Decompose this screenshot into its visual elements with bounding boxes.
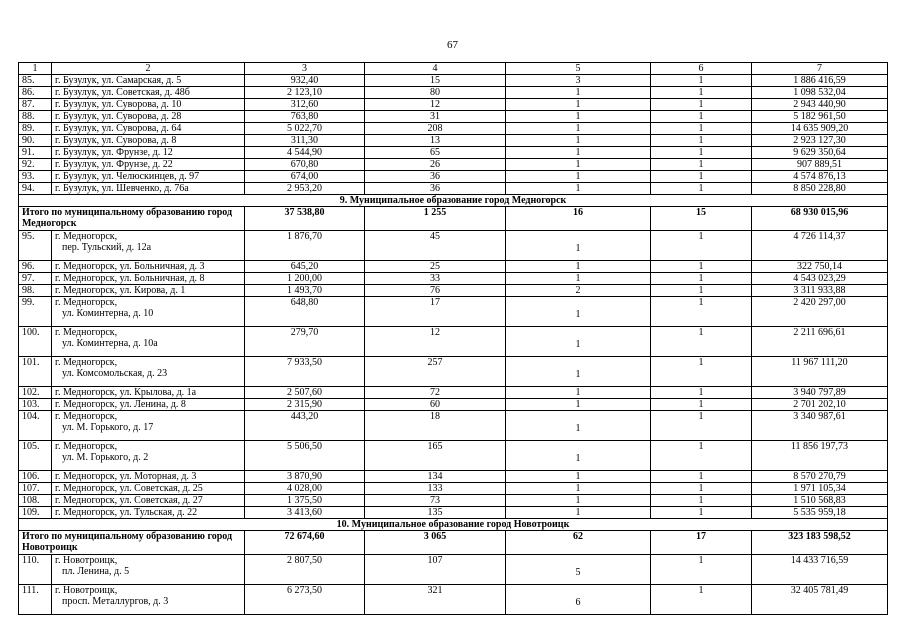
cell-c4: 13 — [365, 135, 506, 147]
cell-c5: 1 — [506, 387, 651, 399]
cell-c7: 14 433 716,59 — [752, 555, 888, 585]
cell-c7: 1 971 105,34 — [752, 483, 888, 495]
table-row — [19, 135, 888, 147]
total-row — [19, 531, 888, 555]
cell-c6: 1 — [651, 273, 752, 285]
cell-c5: 1 — [506, 111, 651, 123]
cell-c5: 1 — [506, 471, 651, 483]
cell-c3: 670,80 — [245, 159, 365, 171]
cell-c3: 645,20 — [245, 261, 365, 273]
address-cell — [52, 159, 245, 171]
cell-c5: 1 — [506, 357, 651, 387]
table-row — [19, 159, 888, 171]
cell-c3: 2 953,20 — [245, 183, 365, 195]
row-number: 111. — [19, 585, 52, 615]
row-number: 103. — [19, 399, 52, 411]
cell-c5: 1 — [506, 261, 651, 273]
row-number: 105. — [19, 441, 52, 471]
section-header-row — [19, 519, 888, 531]
table-row — [19, 441, 888, 471]
address-cell — [52, 327, 245, 357]
row-number: 95. — [19, 231, 52, 261]
cell-c3: 1 200,00 — [245, 273, 365, 285]
cell-c5: 2 — [506, 285, 651, 297]
table-row — [19, 99, 888, 111]
total-cell-c4: 1 255 — [365, 207, 506, 231]
section-title: 9. Муниципальное образование город Медногорск — [19, 195, 888, 207]
cell-c4: 45 — [365, 231, 506, 261]
address-cell — [52, 495, 245, 507]
cell-c5: 1 — [506, 273, 651, 285]
row-number: 97. — [19, 273, 52, 285]
table-row — [19, 123, 888, 135]
row-number: 94. — [19, 183, 52, 195]
cell-c4: 18 — [365, 411, 506, 441]
cell-c5: 1 — [506, 441, 651, 471]
address-cell — [52, 261, 245, 273]
cell-c7: 1 098 532,04 — [752, 87, 888, 99]
address-line: г. Бузулук, ул. Самарская, д. 5 — [55, 75, 182, 86]
cell-c5: 1 — [506, 183, 651, 195]
cell-c4: 72 — [365, 387, 506, 399]
address-line: ул. Коминтерна, д. 10а — [62, 338, 158, 349]
cell-c5: 1 — [506, 483, 651, 495]
column-header: 5 — [506, 63, 651, 75]
cell-c6: 1 — [651, 183, 752, 195]
cell-c6: 1 — [651, 159, 752, 171]
table-row — [19, 285, 888, 297]
column-header: 4 — [365, 63, 506, 75]
address-cell — [52, 441, 245, 471]
cell-c7: 4 574 876,13 — [752, 171, 888, 183]
table-row — [19, 297, 888, 327]
cell-c6: 1 — [651, 387, 752, 399]
column-number-row — [19, 63, 888, 75]
row-number: 108. — [19, 495, 52, 507]
cell-c3: 2 507,60 — [245, 387, 365, 399]
total-cell-c5: 62 — [506, 531, 651, 555]
address-line: г. Бузулук, ул. Челюскинцев, д. 97 — [55, 171, 200, 182]
cell-c5: 1 — [506, 87, 651, 99]
cell-c4: 208 — [365, 123, 506, 135]
table-body — [19, 63, 888, 615]
address-cell — [52, 285, 245, 297]
cell-c5: 1 — [506, 411, 651, 441]
table-row — [19, 357, 888, 387]
cell-c5: 1 — [506, 159, 651, 171]
column-header: 2 — [52, 63, 245, 75]
cell-c4: 31 — [365, 111, 506, 123]
table-row — [19, 171, 888, 183]
table-row — [19, 87, 888, 99]
cell-c5: 3 — [506, 75, 651, 87]
address-line: просп. Металлургов, д. 3 — [62, 596, 169, 607]
row-number: 101. — [19, 357, 52, 387]
address-line: г. Медногорск, ул. Советская, д. 25 — [55, 483, 203, 494]
cell-c3: 311,30 — [245, 135, 365, 147]
row-number: 85. — [19, 75, 52, 87]
cell-c4: 12 — [365, 327, 506, 357]
cell-c6: 1 — [651, 111, 752, 123]
address-cell — [52, 123, 245, 135]
cell-c7: 4 543 023,29 — [752, 273, 888, 285]
cell-c6: 1 — [651, 555, 752, 585]
table-row — [19, 399, 888, 411]
cell-c3: 443,20 — [245, 411, 365, 441]
column-header: 3 — [245, 63, 365, 75]
cell-c4: 73 — [365, 495, 506, 507]
table-row — [19, 471, 888, 483]
table-row — [19, 483, 888, 495]
address-line: г. Медногорск, ул. Кирова, д. 1 — [55, 285, 186, 296]
address-line: г. Медногорск, ул. Больничная, д. 3 — [55, 261, 205, 272]
column-header: 6 — [651, 63, 752, 75]
address-cell — [52, 387, 245, 399]
address-line: г. Бузулук, ул. Суворова, д. 8 — [55, 135, 177, 146]
table-row — [19, 495, 888, 507]
section-header-row — [19, 195, 888, 207]
row-number: 87. — [19, 99, 52, 111]
cell-c7: 3 340 987,61 — [752, 411, 888, 441]
total-label: Итого по муниципальному образованию город Новотроицк — [19, 531, 245, 555]
row-number: 96. — [19, 261, 52, 273]
cell-c7: 1 510 568,83 — [752, 495, 888, 507]
cell-c7: 5 535 959,18 — [752, 507, 888, 519]
cell-c7: 32 405 781,49 — [752, 585, 888, 615]
cell-c7: 2 923 127,30 — [752, 135, 888, 147]
cell-c3: 4 544,90 — [245, 147, 365, 159]
page-number: 67 — [447, 39, 458, 51]
cell-c7: 2 420 297,00 — [752, 297, 888, 327]
table-row — [19, 585, 888, 615]
cell-c3: 2 807,50 — [245, 555, 365, 585]
address-cell — [52, 483, 245, 495]
table-row — [19, 387, 888, 399]
address-line: г. Бузулук, ул. Суворова, д. 64 — [55, 123, 182, 134]
cell-c5: 1 — [506, 147, 651, 159]
cell-c7: 5 182 961,50 — [752, 111, 888, 123]
row-number: 109. — [19, 507, 52, 519]
cell-c7: 3 940 797,89 — [752, 387, 888, 399]
cell-c6: 1 — [651, 285, 752, 297]
cell-c3: 1 493,70 — [245, 285, 365, 297]
total-label: Итого по муниципальному образованию город Медногорск — [19, 207, 245, 231]
cell-c4: 36 — [365, 183, 506, 195]
total-cell-c7: 68 930 015,96 — [752, 207, 888, 231]
cell-c4: 60 — [365, 399, 506, 411]
cell-c7: 3 311 933,88 — [752, 285, 888, 297]
address-cell — [52, 555, 245, 585]
row-number: 102. — [19, 387, 52, 399]
row-number: 93. — [19, 171, 52, 183]
cell-c7: 4 726 114,37 — [752, 231, 888, 261]
row-number: 100. — [19, 327, 52, 357]
cell-c6: 1 — [651, 327, 752, 357]
cell-c4: 134 — [365, 471, 506, 483]
cell-c3: 4 028,00 — [245, 483, 365, 495]
address-line: г. Бузулук, ул. Шевченко, д. 76а — [55, 183, 189, 194]
cell-c3: 674,00 — [245, 171, 365, 183]
cell-c7: 2 211 696,61 — [752, 327, 888, 357]
cell-c3: 7 933,50 — [245, 357, 365, 387]
address-line: г. Медногорск, ул. Ленина, д. 8 — [55, 399, 186, 410]
address-cell — [52, 507, 245, 519]
cell-c6: 1 — [651, 75, 752, 87]
total-cell-c6: 15 — [651, 207, 752, 231]
cell-c4: 76 — [365, 285, 506, 297]
address-line: г. Бузулук, ул. Суворова, д. 10 — [55, 99, 182, 110]
address-cell — [52, 75, 245, 87]
address-line: г. Медногорск, — [55, 327, 118, 338]
cell-c6: 1 — [651, 483, 752, 495]
cell-c4: 26 — [365, 159, 506, 171]
cell-c6: 1 — [651, 297, 752, 327]
cell-c7: 1 886 416,59 — [752, 75, 888, 87]
cell-c6: 1 — [651, 147, 752, 159]
cell-c6: 1 — [651, 495, 752, 507]
cell-c3: 2 315,90 — [245, 399, 365, 411]
cell-c3: 1 375,50 — [245, 495, 365, 507]
address-cell — [52, 399, 245, 411]
cell-c7: 8 850 228,80 — [752, 183, 888, 195]
cell-c7: 9 629 350,64 — [752, 147, 888, 159]
cell-c6: 1 — [651, 171, 752, 183]
cell-c3: 3 413,60 — [245, 507, 365, 519]
cell-c6: 1 — [651, 411, 752, 441]
section-title: 10. Муниципальное образование город Новотроицк — [19, 519, 888, 531]
cell-c4: 135 — [365, 507, 506, 519]
row-number: 88. — [19, 111, 52, 123]
address-line: ул. Комсомольская, д. 23 — [62, 368, 168, 379]
cell-c5: 1 — [506, 327, 651, 357]
table-row — [19, 327, 888, 357]
row-number: 107. — [19, 483, 52, 495]
cell-c6: 1 — [651, 507, 752, 519]
cell-c4: 17 — [365, 297, 506, 327]
address-cell — [52, 297, 245, 327]
address-line: г. Бузулук, ул. Фрунзе, д. 22 — [55, 159, 173, 170]
cell-c3: 5 506,50 — [245, 441, 365, 471]
row-number: 110. — [19, 555, 52, 585]
cell-c4: 133 — [365, 483, 506, 495]
cell-c4: 65 — [365, 147, 506, 159]
address-line: г. Медногорск, ул. Тульская, д. 22 — [55, 507, 198, 518]
address-line: пл. Ленина, д. 5 — [62, 566, 130, 577]
address-cell — [52, 87, 245, 99]
address-cell — [52, 183, 245, 195]
table-row — [19, 507, 888, 519]
address-line: ул. М. Горького, д. 17 — [62, 422, 154, 433]
cell-c6: 1 — [651, 585, 752, 615]
address-line: г. Медногорск, — [55, 357, 118, 368]
address-line: г. Бузулук, ул. Советская, д. 48б — [55, 87, 190, 98]
cell-c4: 257 — [365, 357, 506, 387]
row-number: 99. — [19, 297, 52, 327]
cell-c4: 107 — [365, 555, 506, 585]
total-cell-c3: 37 538,80 — [245, 207, 365, 231]
address-line: г. Медногорск, ул. Крылова, д. 1а — [55, 387, 197, 398]
table-row — [19, 183, 888, 195]
row-number: 106. — [19, 471, 52, 483]
cell-c5: 1 — [506, 99, 651, 111]
address-line: г. Медногорск, — [55, 297, 118, 308]
cell-c7: 8 570 270,79 — [752, 471, 888, 483]
address-line: г. Новотроицк, — [55, 585, 118, 596]
cell-c4: 12 — [365, 99, 506, 111]
cell-c5: 1 — [506, 135, 651, 147]
cell-c5: 1 — [506, 507, 651, 519]
cell-c6: 1 — [651, 357, 752, 387]
table-row — [19, 147, 888, 159]
column-header: 7 — [752, 63, 888, 75]
row-number: 89. — [19, 123, 52, 135]
cell-c4: 321 — [365, 585, 506, 615]
cell-c3: 6 273,50 — [245, 585, 365, 615]
cell-c4: 36 — [365, 171, 506, 183]
address-line: г. Бузулук, ул. Фрунзе, д. 12 — [55, 147, 173, 158]
cell-c6: 1 — [651, 471, 752, 483]
address-cell — [52, 111, 245, 123]
cell-c6: 1 — [651, 231, 752, 261]
total-cell-c4: 3 065 — [365, 531, 506, 555]
cell-c3: 312,60 — [245, 99, 365, 111]
row-number: 92. — [19, 159, 52, 171]
address-line: г. Новотроицк, — [55, 555, 118, 566]
address-cell — [52, 171, 245, 183]
address-cell — [52, 357, 245, 387]
address-line: ул. Коминтерна, д. 10 — [62, 308, 154, 319]
cell-c3: 648,80 — [245, 297, 365, 327]
cell-c7: 322 750,14 — [752, 261, 888, 273]
address-line: г. Медногорск, ул. Советская, д. 27 — [55, 495, 203, 506]
cell-c6: 1 — [651, 441, 752, 471]
table-row — [19, 231, 888, 261]
table-row — [19, 75, 888, 87]
cell-c3: 3 870,90 — [245, 471, 365, 483]
address-line: г. Медногорск, ул. Моторная, д. 3 — [55, 471, 197, 482]
address-line: г. Медногорск, — [55, 231, 118, 242]
address-cell — [52, 231, 245, 261]
address-cell — [52, 411, 245, 441]
address-line: г. Медногорск, — [55, 411, 118, 422]
cell-c4: 33 — [365, 273, 506, 285]
cell-c5: 1 — [506, 231, 651, 261]
cell-c7: 907 889,51 — [752, 159, 888, 171]
address-cell — [52, 273, 245, 285]
table-row — [19, 555, 888, 585]
address-line: пер. Тульский, д. 12а — [62, 242, 152, 253]
total-cell-c3: 72 674,60 — [245, 531, 365, 555]
table-row — [19, 273, 888, 285]
cell-c7: 14 635 909,20 — [752, 123, 888, 135]
cell-c6: 1 — [651, 135, 752, 147]
row-number: 90. — [19, 135, 52, 147]
total-cell-c7: 323 183 598,52 — [752, 531, 888, 555]
cell-c3: 2 123,10 — [245, 87, 365, 99]
address-line: г. Медногорск, — [55, 441, 118, 452]
cell-c7: 11 967 111,20 — [752, 357, 888, 387]
cell-c3: 932,40 — [245, 75, 365, 87]
row-number: 86. — [19, 87, 52, 99]
cell-c6: 1 — [651, 261, 752, 273]
address-line: г. Бузулук, ул. Суворова, д. 28 — [55, 111, 182, 122]
cell-c5: 1 — [506, 171, 651, 183]
cell-c4: 165 — [365, 441, 506, 471]
cell-c7: 2 943 440,90 — [752, 99, 888, 111]
address-cell — [52, 585, 245, 615]
cell-c3: 763,80 — [245, 111, 365, 123]
address-line: г. Медногорск, ул. Больничная, д. 8 — [55, 273, 205, 284]
column-header: 1 — [19, 63, 52, 75]
register-table — [18, 62, 888, 615]
cell-c3: 5 022,70 — [245, 123, 365, 135]
address-cell — [52, 471, 245, 483]
cell-c5: 1 — [506, 123, 651, 135]
row-number: 98. — [19, 285, 52, 297]
cell-c3: 1 876,70 — [245, 231, 365, 261]
table-row — [19, 411, 888, 441]
cell-c5: 1 — [506, 495, 651, 507]
table-row — [19, 111, 888, 123]
address-cell — [52, 135, 245, 147]
row-number: 104. — [19, 411, 52, 441]
cell-c4: 15 — [365, 75, 506, 87]
cell-c6: 1 — [651, 87, 752, 99]
cell-c6: 1 — [651, 399, 752, 411]
table-row — [19, 261, 888, 273]
cell-c5: 1 — [506, 399, 651, 411]
total-cell-c5: 16 — [506, 207, 651, 231]
address-cell — [52, 99, 245, 111]
address-cell — [52, 147, 245, 159]
cell-c5: 6 — [506, 585, 651, 615]
total-cell-c6: 17 — [651, 531, 752, 555]
cell-c3: 279,70 — [245, 327, 365, 357]
address-line: ул. М. Горького, д. 2 — [62, 452, 149, 463]
cell-c6: 1 — [651, 123, 752, 135]
cell-c5: 1 — [506, 297, 651, 327]
cell-c6: 1 — [651, 99, 752, 111]
cell-c7: 11 856 197,73 — [752, 441, 888, 471]
row-number: 91. — [19, 147, 52, 159]
cell-c7: 2 701 202,10 — [752, 399, 888, 411]
cell-c4: 80 — [365, 87, 506, 99]
cell-c5: 5 — [506, 555, 651, 585]
total-row — [19, 207, 888, 231]
cell-c4: 25 — [365, 261, 506, 273]
